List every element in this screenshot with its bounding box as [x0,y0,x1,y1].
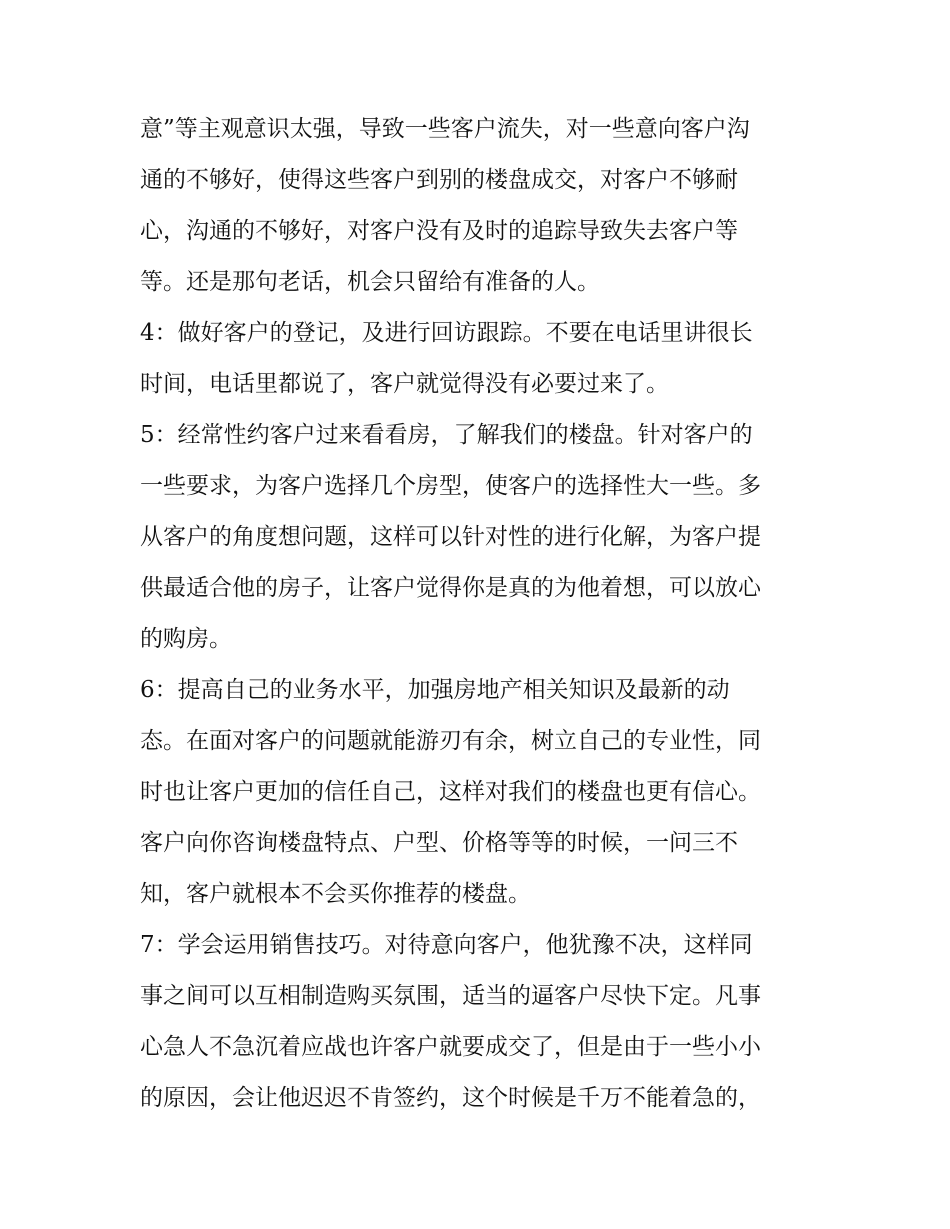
text-line: 通的不够好，使得这些客户到别的楼盘成交，对客户不够耐 [140,167,738,193]
text-line: 客户向你咨询楼盘特点、户型、价格等等的时候，一问三不 [140,830,738,856]
text-line: 心，沟通的不够好，对客户没有及时的追踪导致失去客户等 [140,218,738,244]
text-line: 一些要求，为客户选择几个房型，使客户的选择性大一些。多 [140,473,761,499]
text-line: 5：经常性约客户过来看看房，了解我们的楼盘。针对客户的 [140,422,753,448]
text-line: 从客户的角度想问题，这样可以针对性的进行化解，为客户提 [140,524,761,550]
text-line: 知，客户就根本不会买你推荐的楼盘。 [140,881,531,907]
text-line: 4：做好客户的登记，及进行回访跟踪。不要在电话里讲很长 [140,320,753,346]
text-line: 时也让客户更加的信任自己，这样对我们的楼盘也更有信心。 [140,779,761,805]
text-line: 意”等主观意识太强，导致一些客户流失，对一些意向客户沟 [140,116,750,142]
text-line: 的原因，会让他迟迟不肯签约，这个时候是千万不能着急的， [140,1085,761,1111]
text-line: 事之间可以互相制造购买氛围，适当的逼客户尽快下定。凡事 [140,983,761,1009]
text-line: 态。在面对客户的问题就能游刃有余，树立自己的专业性，同 [140,728,761,754]
text-line: 的购房。 [140,626,232,652]
text-line: 供最适合他的房子，让客户觉得你是真的为他着想，可以放心 [140,575,761,601]
text-line: 时间，电话里都说了，客户就觉得没有必要过来了。 [140,371,669,397]
text-line: 7：学会运用销售技巧。对待意向客户，他犹豫不决，这样同 [140,932,753,958]
text-line: 等。还是那句老话，机会只留给有准备的人。 [140,269,600,295]
text-line: 6：提高自己的业务水平，加强房地产相关知识及最新的动 [140,677,730,703]
text-line: 心急人不急沉着应战也许客户就要成交了，但是由于一些小小 [140,1034,761,1060]
document-body [140,104,812,1124]
